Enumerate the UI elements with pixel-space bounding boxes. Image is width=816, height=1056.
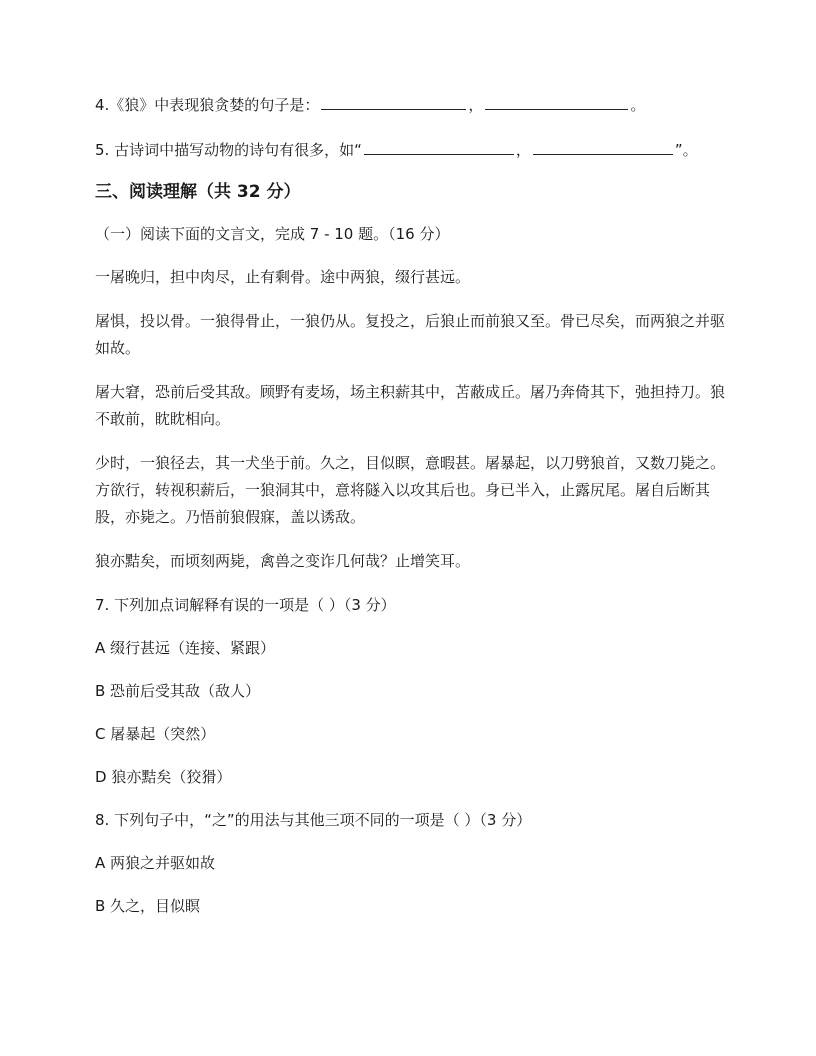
passage-paragraph: 屠大窘，恐前后受其敌。顾野有麦场，场主积薪其中，苫蔽成丘。屠乃奔倚其下，弛担持刀。狼不敢前，眈眈相向。 [95,383,726,428]
separator: ， [468,96,484,114]
answer-blank[interactable] [533,139,673,155]
question-7-stem: 7. 下列加点词解释有误的一项是（ ）（3 分） [95,596,396,614]
question-5-prompt: 5. 古诗词中描写动物的诗句有很多，如“ [95,141,362,159]
section-heading: 三、阅读理解（共 32 分） [95,182,301,202]
question-4-prompt: 4.《狼》中表现狼贪婪的句子是： [95,96,320,114]
question-7-option-a: A 缀行甚远（连接、紧跟） [95,639,276,657]
passage-paragraph: 一屠晚归，担中肉尽，止有剩骨。途中两狼，缀行甚远。 [95,268,471,286]
document-content [95,92,725,919]
question-7-option-b: B 恐前后受其敌（敌人） [95,682,261,700]
question-7-option-c: C 屠暴起（突然） [95,725,216,743]
question-8-option-b: B 久之，目似瞑 [95,897,201,915]
passage-paragraph: 狼亦黠矣，而顷刻两毙，禽兽之变诈几何哉？止增笑耳。 [95,552,471,570]
end-mark: ”。 [674,141,698,159]
answer-blank[interactable] [364,139,514,155]
separator: ， [515,141,531,159]
end-mark: 。 [630,96,646,114]
section-instruction: （一）阅读下面的文言文，完成 7 - 10 题。（16 分） [95,225,450,243]
passage-paragraph: 少时，一狼径去，其一犬坐于前。久之，目似瞑，意暇甚。屠暴起，以刀劈狼首，又数刀毙之。方欲行，转视积薪后，一狼洞其中，意将隧入以攻其后也。身已半入，止露尻尾。屠自后断其股，亦毙之。乃悟前狼假寐，盖以诱敌。 [95,454,726,526]
question-8-option-a: A 两狼之并驱如故 [95,854,216,872]
answer-blank[interactable] [485,94,628,110]
answer-blank[interactable] [321,94,466,110]
question-7-option-d: D 狼亦黠矣（狡猾） [95,768,232,786]
question-8-stem: 8. 下列句子中，“之”的用法与其他三项不同的一项是（ ）（3 分） [95,811,532,829]
passage-paragraph: 屠惧，投以骨。一狼得骨止，一狼仍从。复投之，后狼止而前狼又至。骨已尽矣，而两狼之并驱如故。 [95,312,726,357]
question-5 [95,137,725,163]
question-4 [95,92,725,118]
